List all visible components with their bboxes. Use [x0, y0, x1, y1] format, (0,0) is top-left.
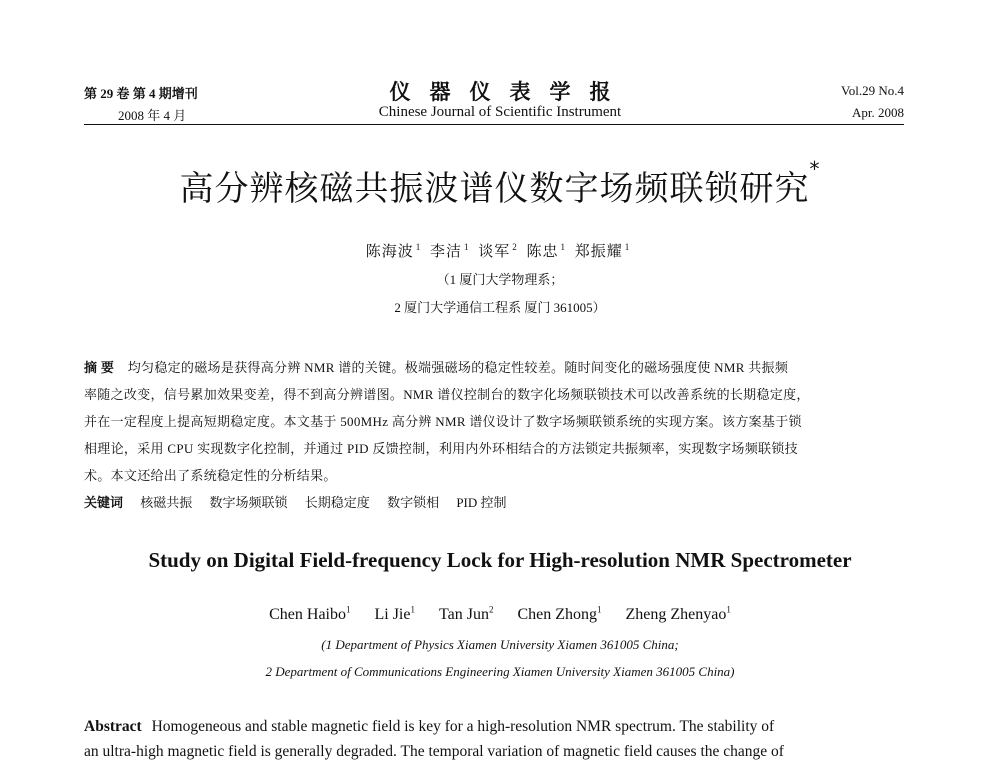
- author-list-en: [0, 605, 1000, 624]
- author-name-cn: 李洁: [429, 244, 462, 260]
- author-affiliation-mark: 1: [624, 242, 631, 252]
- volume-issue: 第 29 卷 第 4 期增刊: [84, 86, 198, 101]
- abstract-cn-text: 均匀稳定的磁场是获得高分辨 NMR 谱的关键。极端强磁场的稳定性较差。随时间变化的磁场强度使 NMR 共振频: [127, 360, 789, 375]
- affiliation-cn-2: 2 厦门大学通信工程系 厦门 361005）: [394, 300, 606, 315]
- author-name-en: Chen Haibo: [269, 606, 346, 624]
- keyword-item: PID 控制: [456, 495, 507, 510]
- author-name-en: Zheng Zhenyao: [625, 606, 727, 624]
- keyword-item: 长期稳定度: [304, 495, 370, 510]
- author-en: [626, 606, 731, 623]
- keyword-item: 数字场频联锁: [209, 495, 288, 510]
- author-list-cn: [0, 240, 1000, 261]
- author-affiliation-mark: 2: [512, 242, 518, 252]
- author-en: [269, 606, 350, 623]
- abstract-label-en: Abstract: [84, 718, 142, 735]
- affiliation-en-2: 2 Department of Communications Engineering Xiamen University Xiamen 361005 China): [265, 664, 735, 679]
- author-affiliation-mark: 1: [560, 242, 567, 252]
- abstract-cn-line: 相理论，采用 CPU 实现数字化控制，并通过 PID 反馈控制，利用内外环相结合的方法锁定共振频率，实现数字场频联锁技: [84, 441, 798, 456]
- author-affiliation-mark: 1: [415, 242, 422, 252]
- journal-name-en: Chinese Journal of Scientific Instrument: [378, 104, 622, 120]
- volume-number-en: Vol.29 No.4: [841, 83, 904, 98]
- author-en: [439, 606, 493, 623]
- abstract-en-line: an ultra-high magnetic field is generally degraded. The temporal variation of magnetic field causes the change of: [84, 743, 784, 760]
- author-affiliation-mark: 1: [597, 605, 602, 615]
- author-name-en: Tan Jun: [438, 606, 489, 624]
- abstract-cn-line: 术。本文还给出了系统稳定性的分析结果。: [84, 468, 337, 483]
- abstract-label-cn: 摘 要: [84, 360, 115, 375]
- journal-name-cn: 仪器仪表学报: [389, 80, 630, 104]
- paper-title-cn-text: 高分辨核磁共振波谱仪数字场频联锁研究: [179, 169, 810, 209]
- paper-title-en: Study on Digital Field-frequency Lock for High-resolution NMR Spectrometer: [148, 548, 852, 572]
- issue-date-cn: 2008 年 4 月: [118, 108, 187, 123]
- author-en: [517, 606, 601, 623]
- author-name-en: Chen Zhong: [517, 606, 598, 624]
- header-rule: [84, 124, 904, 125]
- author-affiliation-mark: 1: [463, 242, 470, 252]
- keyword-item: 数字锁相: [387, 495, 440, 510]
- author-affiliation-mark: 1: [410, 605, 415, 615]
- author-name-cn: 谈军: [478, 244, 511, 260]
- keyword-item: 核磁共振: [140, 495, 193, 510]
- abstract-en-text: Homogeneous and stable magnetic field is key for a high-resolution NMR spectrum. The stability of: [151, 718, 775, 735]
- abstract-cn-line: [84, 357, 904, 376]
- affiliation-en-1: (1 Department of Physics Xiamen University Xiamen 361005 China;: [321, 637, 679, 652]
- author-name-cn: 陈忠: [526, 244, 559, 260]
- paper-title-cn: [0, 157, 1000, 210]
- abstract-cn-line: 率随之改变，信号累加效果变差，得不到高分辨谱图。NMR 谱仪控制台的数字化场频联锁技术可以改善系统的长期稳定度，: [84, 387, 810, 402]
- issue-date-en: Apr. 2008: [852, 105, 904, 120]
- affiliation-cn-1: （1 厦门大学物理系；: [436, 272, 564, 287]
- author-name-cn: 陈海波: [365, 244, 414, 260]
- abstract-en-line: [84, 718, 774, 736]
- author-name-en: Li Jie: [374, 606, 411, 624]
- title-footnote-mark: *: [809, 157, 821, 181]
- author-en: [374, 606, 415, 623]
- abstract-cn-line: 并在一定程度上提高短期稳定度。本文基于 500MHz 高分辨 NMR 谱仪设计了数字场频联锁系统的实现方案。该方案基于锁: [84, 414, 802, 429]
- author-affiliation-mark: 1: [726, 605, 731, 615]
- keywords-label-cn: 关键词: [84, 495, 124, 510]
- author-affiliation-mark: 2: [488, 605, 494, 615]
- keywords-cn: [84, 492, 507, 511]
- author-name-cn: 郑振耀: [574, 244, 623, 260]
- author-affiliation-mark: 1: [345, 605, 351, 615]
